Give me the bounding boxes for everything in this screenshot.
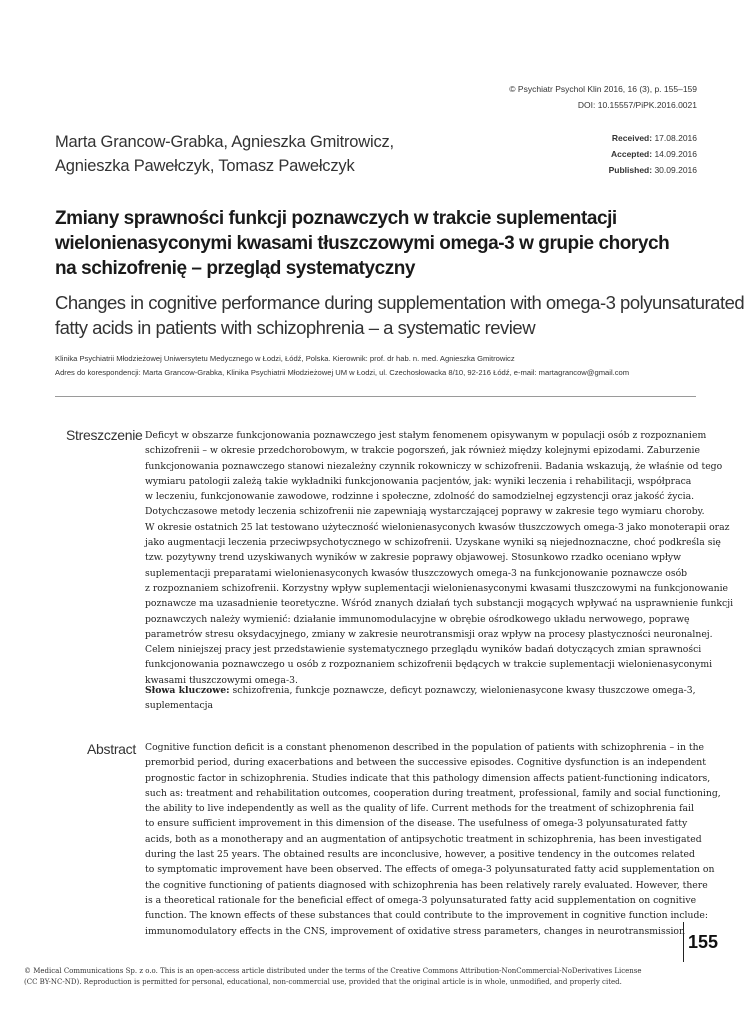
accepted-label: Accepted: [610, 149, 653, 159]
correspondence-line: Adres do korespondencji: Marta Grancow-Grabka, Klinika Psychiatrii Młodzieżowej UM w Łodzi, ul. Czechosłowacka 8/10, 92-216 Łódź, e-mail: martagrancow@gmail.com [55, 368, 630, 377]
abstract-pl-line: z rozpoznaniem schizofrenii. Korzystny wpływ suplementacji wielonienasyconymi kwasami tłuszczowymi na funkcjonowanie [145, 582, 729, 594]
abstract-pl-line: Celem niniejszej pracy jest przedstawienie systematycznego przeglądu wyników badań dotyczących zmian sprawności [145, 644, 702, 656]
abstract-en-body [145, 740, 721, 939]
abstract-pl-line: W okresie ostatnich 25 lat testowano użyteczność wielonienasyconych kwasów tłuszczowych omega-3 jako monoterapii oraz [145, 521, 730, 533]
keywords-block [145, 683, 696, 714]
abstract-en-line: function. The known effects of these substances that could contribute to the improvement in cognitive function include: [145, 910, 708, 922]
abstract-pl-line: tzw. pozytywny trend uzyskiwanych wyników w zakresie poprawy objawowej. Stosunkowo rzadko oceniano wpływ [145, 552, 682, 564]
title-pl-line: na schizofrenię – przegląd systematyczny [55, 258, 416, 279]
article-title-pl [55, 206, 705, 281]
abstract-en-line: acids, both as a monotherapy and an augmentation of antipsychotic treatment in schizophrenia, has been investigated [145, 833, 702, 845]
author-line: Agnieszka Pawełczyk, Tomasz Pawełczyk [55, 157, 355, 175]
keywords-line [145, 683, 696, 698]
abstract-pl-line: parametrów stresu oksydacyjnego, zmiany w zakresie neurotransmisji oraz wpływ na procesy plastyczności neuronalnej. [145, 628, 713, 640]
accepted-date [477, 146, 697, 162]
abstract-pl-line: funkcjonowania poznawczego u osób z rozpoznaniem schizofrenii będących w trakcie suplementacji wielonienasyconymi [145, 659, 713, 671]
abstract-pl-line: jako augmentacji leczenia przeciwpsychotycznego w schizofrenii. Uzyskane wyniki są niejednoznaczne, choć podkreśla się [145, 537, 721, 549]
abstract-pl-line: Deficyt w obszarze funkcjonowania poznawczego jest stałym fenomenem opisywanym w populacji osób z rozpoznaniem [145, 430, 707, 441]
abstract-pl-line: schizofrenii – w okresie przedchorobowym, w trakcie pogorszeń, jak również między kolejnymi epizodami. Zaburzenie [145, 445, 700, 457]
keywords-label: Słowa kluczowe: [145, 685, 230, 696]
license-line: (CC BY-NC-ND). Reproduction is permitted for personal, educational, non-commercial use, provided that the original article is in whole, unmodified, and properly cited. [24, 978, 622, 986]
title-pl-line: Zmiany sprawności funkcji poznawczych w trakcie suplementacji [55, 208, 617, 229]
abstract-en-line: such as: treatment and rehabilitation outcomes, cooperation during treatment, professional, family and social functioning, [145, 787, 721, 799]
affiliation-block [55, 352, 705, 380]
keywords-text: schizofrenia, funkcje poznawcze, deficyt poznawczy, wielonienasycone kwasy tłuszczowe omega-3, [232, 685, 696, 696]
abstract-pl-line: w leczeniu, funkcjonowanie zawodowe, rodzinne i społeczne, zdolność do samodzielnej egzystencji oraz jakość życia. [145, 491, 695, 503]
abstract-en-line: the ability to live independently as well as the quality of life. Current methods for the treatment of schizophrenia fail [145, 803, 694, 815]
keywords-line: suplementacja [145, 700, 214, 712]
abstract-en-line: immunomodulatory effects in the CNS, improvement of oxidative stress parameters, changes in neurotransmission [145, 925, 685, 937]
header-divider [55, 396, 696, 397]
abstract-en-line: the cognitive functioning of patients diagnosed with schizophrenia has been relatively rarely evaluated. However, there [145, 879, 708, 891]
published-label: Published: [608, 165, 653, 175]
published-value: 30.09.2016 [654, 165, 697, 175]
license-footer [24, 966, 724, 988]
abstract-pl-line: suplementacji preparatami wielonienasyconych kwasów tłuszczowych omega-3 na funkcjonowanie poznawcze osób [145, 567, 688, 579]
abstract-pl-line: poznawczych należy wymienić: działanie immunomodulacyjne w obrębie ośrodkowego układu nerwowego, poprawę [145, 613, 690, 625]
abstract-en-line: to ensure sufficient improvement in this dimension of the disease. The usefulness of omega-3 polyunsaturated fatty [145, 818, 688, 830]
received-label: Received: [611, 133, 653, 143]
title-en-line: Changes in cognitive performance during supplementation with omega-3 polyunsaturated [55, 292, 745, 313]
page-number: 155 [688, 932, 719, 952]
abstract-pl-line: Dotychczasowe metody leczenia schizofrenii nie zapewniają wystarczającej poprawy w zakresie tego wymiaru choroby. [145, 506, 705, 518]
abstract-en-heading: Abstract [87, 741, 136, 757]
abstract-en-line: is a theoretical rationale for the beneficial effect of omega-3 polyunsaturated fatty acid supplementation on cognitive [145, 894, 697, 906]
journal-citation: © Psychiatr Psychol Klin 2016, 16 (3), p. 155–159 [509, 84, 697, 94]
title-pl-line: wielonienasyconymi kwasami tłuszczowymi omega-3 w grupie chorych [55, 233, 670, 254]
abstract-en-line: premorbid period, during exacerbations and between the successive episodes. Cognitive dysfunction is an independent [145, 757, 706, 769]
abstract-pl-line: funkcjonowania poznawczego stanowi niezależny czynnik rokowniczy w schizofrenii. Badania wskazują, że właśnie od tego [145, 460, 723, 472]
abstract-pl-line: poznawcze ma uzasadnienie teoretyczne. Wśród znanych działań tych substancji mogących wpływać na usprawnienie funkcji [145, 598, 734, 610]
article-title-en [55, 290, 745, 340]
title-en-line: fatty acids in patients with schizophrenia – a systematic review [55, 317, 536, 338]
abstract-en-line: during the last 25 years. The obtained results are inconclusive, however, a positive tendency in the outcomes related [145, 849, 695, 861]
abstract-pl-heading: Streszczenie [66, 427, 143, 443]
received-date [477, 130, 697, 146]
published-date [477, 162, 697, 178]
abstract-pl-line: wymiaru patologii zależą takie wykładniki funkcjonowania pacjentów, jak: wyniki leczenia i rehabilitacji, współpraca [145, 475, 692, 487]
abstract-pl-body [145, 428, 734, 688]
received-value: 17.08.2016 [654, 133, 697, 143]
abstract-en-line: Cognitive function deficit is a constant phenomenon described in the population of patients with schizophrenia – in the [145, 742, 705, 753]
page-number-rule [683, 922, 684, 962]
abstract-en-line: to symptomatic improvement have been observed. The effects of omega-3 polyunsaturated fatty acid supplementation on [145, 864, 715, 876]
author-line: Marta Grancow-Grabka, Agnieszka Gmitrowicz, [55, 133, 394, 151]
abstract-en-line: prognostic factor in schizophrenia. Studies indicate that this pathology dimension affects patient-functioning indicators, [145, 772, 711, 784]
accepted-value: 14.09.2016 [654, 149, 697, 159]
license-line: © Medical Communications Sp. z o.o. This is an open-access article distributed under the terms of the Creative Commons Attribution-NonCommercial-NoDerivatives License [24, 967, 642, 975]
affiliation-line: Klinika Psychiatrii Młodzieżowej Uniwersytetu Medycznego w Łodzi, Łódź, Polska. Kierownik: prof. dr hab. n. med. Agnieszka Gmitrowicz [55, 354, 515, 363]
abstract-pl-line: kwasami tłuszczowymi omega-3. [145, 674, 298, 686]
author-list [55, 130, 475, 178]
journal-doi[interactable]: DOI: 10.15557/PiPK.2016.0021 [577, 100, 697, 110]
article-dates [477, 130, 697, 178]
journal-citation-block [297, 81, 697, 113]
